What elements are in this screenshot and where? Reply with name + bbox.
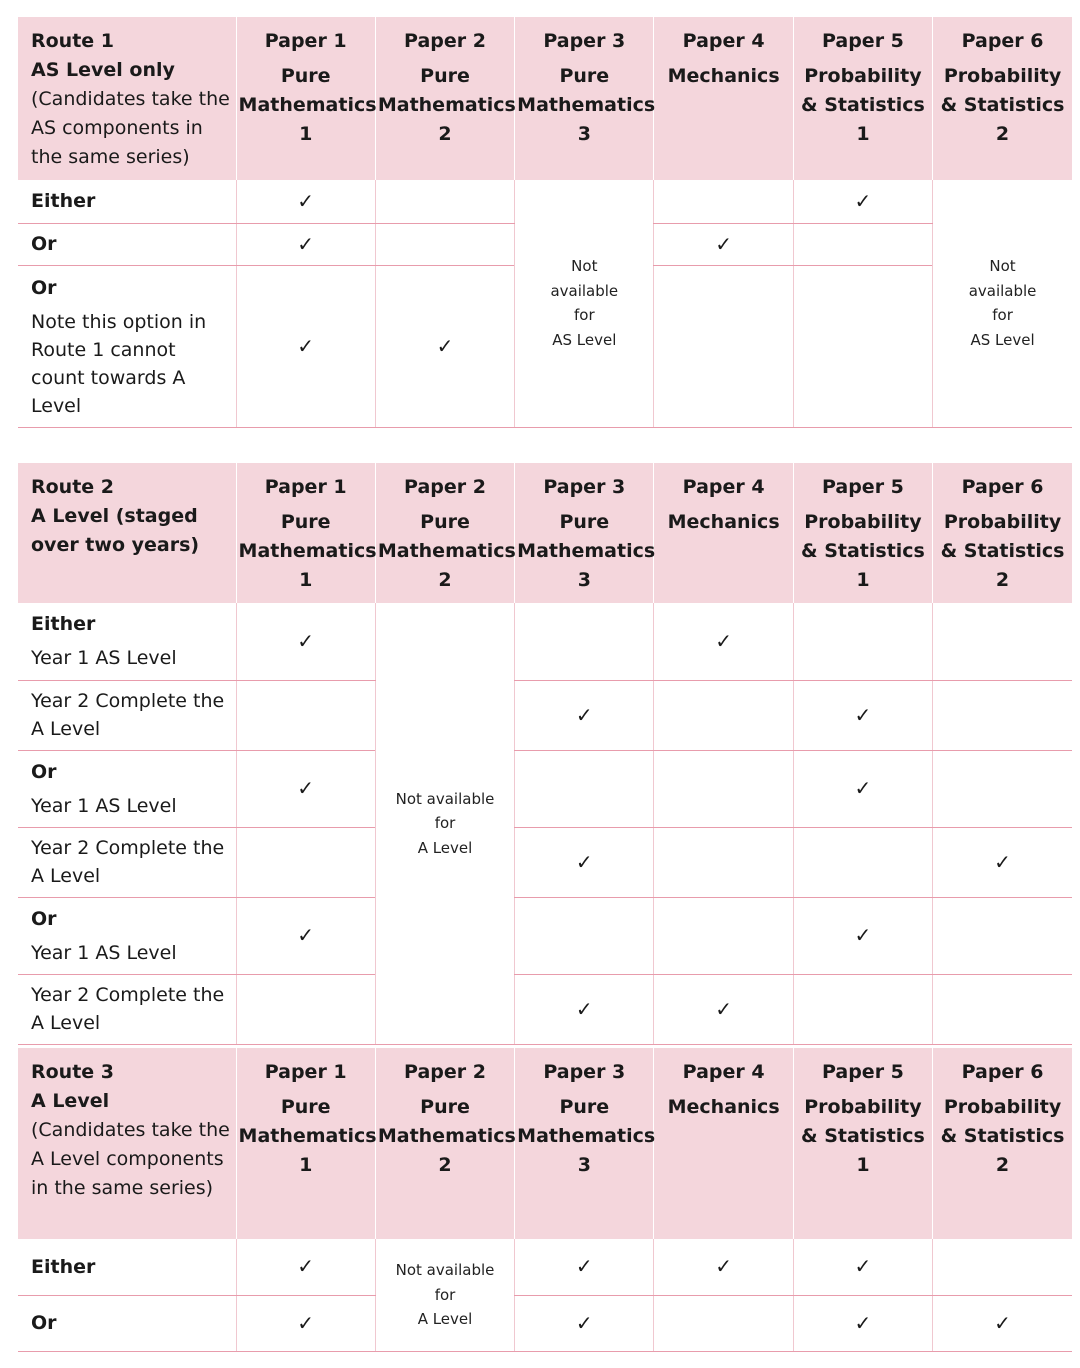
check-cell	[654, 223, 793, 265]
not-available-cell: Not available for A Level	[375, 1239, 514, 1351]
check-icon: ✓	[715, 628, 732, 653]
check-cell	[933, 827, 1072, 897]
check-cell	[236, 750, 375, 827]
table-row	[18, 603, 1072, 680]
check-icon: ✓	[575, 1254, 593, 1279]
route-2-heading	[18, 463, 236, 603]
check-cell	[236, 1295, 375, 1351]
check-icon: ✓	[715, 996, 732, 1021]
check-icon: ✓	[994, 1310, 1011, 1335]
empty-cell	[933, 603, 1072, 680]
paper-6-header: Paper 6 Probability & Statistics 2	[933, 463, 1072, 603]
empty-cell	[654, 1295, 793, 1351]
route-1-table	[18, 17, 1072, 428]
paper-6-header: Paper 6 Probability & Statistics 2	[933, 17, 1072, 180]
check-icon: ✓	[575, 996, 593, 1021]
empty-cell	[654, 680, 793, 750]
empty-cell	[933, 750, 1072, 827]
empty-cell	[933, 974, 1072, 1044]
check-cell	[933, 1295, 1072, 1351]
check-icon: ✓	[854, 702, 872, 727]
route-3-heading	[18, 1048, 236, 1239]
route-2-header-row	[18, 463, 1072, 603]
check-icon: ✓	[854, 1310, 872, 1335]
check-cell	[236, 223, 375, 265]
table-row	[18, 1295, 1072, 1351]
empty-cell	[236, 827, 375, 897]
check-cell	[515, 974, 654, 1044]
table-row	[18, 180, 1072, 223]
paper-2-header: Paper 2 Pure Mathematics 2	[375, 1048, 514, 1239]
row-label: Either	[18, 180, 236, 223]
check-icon: ✓	[994, 849, 1011, 874]
check-icon: ✓	[854, 188, 872, 213]
empty-cell	[515, 750, 654, 827]
check-cell	[236, 1239, 375, 1295]
route-note: (Candidates take the AS components in the same series)	[31, 88, 230, 168]
paper-3-header: Paper 3 Pure Mathematics 3	[515, 463, 654, 603]
empty-cell	[933, 897, 1072, 974]
check-icon: ✓	[297, 923, 315, 947]
row-label: Year 2 Complete the A Level	[18, 680, 236, 750]
check-cell	[236, 603, 375, 680]
empty-cell	[236, 680, 375, 750]
check-icon: ✓	[854, 776, 872, 800]
check-cell	[793, 1295, 932, 1351]
check-icon: ✓	[715, 231, 732, 256]
check-icon: ✓	[575, 1310, 593, 1335]
check-cell	[515, 680, 654, 750]
route-subtitle: A Level (staged over two years)	[31, 505, 200, 556]
empty-cell	[654, 750, 793, 827]
route-1-heading	[18, 17, 236, 180]
route-3-table	[18, 1048, 1072, 1352]
empty-cell	[793, 265, 932, 427]
table-row	[18, 680, 1072, 750]
empty-cell	[375, 223, 514, 265]
route-2-table	[18, 463, 1072, 1045]
empty-cell	[933, 1239, 1072, 1295]
check-icon: ✓	[715, 1254, 732, 1279]
paper-4-header: Paper 4 Mechanics	[654, 463, 793, 603]
paper-2-header: Paper 2 Pure Mathematics 2	[375, 17, 514, 180]
check-cell	[793, 180, 932, 223]
paper-4-header: Paper 4 Mechanics	[654, 1048, 793, 1239]
route-1-header-row	[18, 17, 1072, 180]
check-icon: ✓	[436, 333, 454, 358]
row-label: Year 2 Complete the A Level	[18, 827, 236, 897]
route-title: Route 2	[31, 476, 115, 498]
row-label: Or Note this option in Route 1 cannot count towards A Level	[18, 265, 236, 427]
paper-4-header: Paper 4 Mechanics	[654, 17, 793, 180]
check-cell	[515, 1295, 654, 1351]
paper-3-header: Paper 3 Pure Mathematics 3	[515, 1048, 654, 1239]
check-icon: ✓	[297, 1254, 315, 1279]
table-row	[18, 827, 1072, 897]
table-row	[18, 897, 1072, 974]
empty-cell	[793, 603, 932, 680]
empty-cell	[654, 897, 793, 974]
route-title: Route 1	[31, 30, 115, 52]
check-cell	[793, 1239, 932, 1295]
check-cell	[515, 1239, 654, 1295]
check-cell	[654, 1239, 793, 1295]
check-icon: ✓	[297, 188, 315, 213]
check-cell	[236, 180, 375, 223]
empty-cell	[654, 265, 793, 427]
check-cell	[515, 827, 654, 897]
check-icon: ✓	[575, 849, 593, 874]
row-label: Or Year 1 AS Level	[18, 750, 236, 827]
empty-cell	[375, 180, 514, 223]
check-icon: ✓	[297, 1310, 315, 1335]
empty-cell	[654, 180, 793, 223]
check-cell	[654, 974, 793, 1044]
table-row	[18, 750, 1072, 827]
check-icon: ✓	[297, 333, 315, 358]
route-1-option-note: Note this option in Route 1 cannot count towards A Level	[31, 310, 207, 417]
check-cell	[375, 265, 514, 427]
check-cell	[236, 265, 375, 427]
row-label: Either	[18, 1239, 236, 1295]
check-cell	[654, 603, 793, 680]
table-row	[18, 1239, 1072, 1295]
route-note: (Candidates take the A Level components in the same series)	[31, 1119, 230, 1199]
not-available-cell: Not available for A Level	[375, 603, 514, 1044]
check-icon: ✓	[297, 231, 315, 256]
check-cell	[236, 897, 375, 974]
check-cell	[793, 897, 932, 974]
row-label: Or	[18, 223, 236, 265]
paper-5-header: Paper 5 Probability & Statistics 1	[793, 1048, 932, 1239]
empty-cell	[654, 827, 793, 897]
empty-cell	[793, 974, 932, 1044]
route-3-header-row	[18, 1048, 1072, 1239]
paper-1-header: Paper 1 Pure Mathematics 1	[236, 1048, 375, 1239]
row-label: Or	[18, 1295, 236, 1351]
empty-cell	[515, 603, 654, 680]
row-label: Either Year 1 AS Level	[18, 603, 236, 680]
paper-5-header: Paper 5 Probability & Statistics 1	[793, 463, 932, 603]
paper-5-header: Paper 5 Probability & Statistics 1	[793, 17, 932, 180]
empty-cell	[515, 897, 654, 974]
paper-3-header: Paper 3 Pure Mathematics 3	[515, 17, 654, 180]
check-icon: ✓	[854, 923, 872, 947]
paper-6-header: Paper 6 Probability & Statistics 2	[933, 1048, 1072, 1239]
check-icon: ✓	[297, 628, 315, 653]
empty-cell	[236, 974, 375, 1044]
route-subtitle: A Level	[31, 1090, 110, 1112]
not-available-cell: Not available for AS Level	[933, 180, 1072, 427]
paper-1-header: Paper 1 Pure Mathematics 1	[236, 463, 375, 603]
table-row	[18, 974, 1072, 1044]
route-title: Route 3	[31, 1061, 115, 1083]
route-subtitle: AS Level only	[31, 59, 175, 81]
check-cell	[793, 750, 932, 827]
empty-cell	[793, 827, 932, 897]
check-icon: ✓	[854, 1254, 872, 1279]
empty-cell	[793, 223, 932, 265]
row-label: Or Year 1 AS Level	[18, 897, 236, 974]
paper-1-header: Paper 1 Pure Mathematics 1	[236, 17, 375, 180]
check-cell	[793, 680, 932, 750]
paper-2-header: Paper 2 Pure Mathematics 2	[375, 463, 514, 603]
empty-cell	[933, 680, 1072, 750]
row-label: Year 2 Complete the A Level	[18, 974, 236, 1044]
check-icon: ✓	[575, 702, 593, 727]
not-available-cell: Not available for AS Level	[515, 180, 654, 427]
check-icon: ✓	[297, 776, 315, 800]
